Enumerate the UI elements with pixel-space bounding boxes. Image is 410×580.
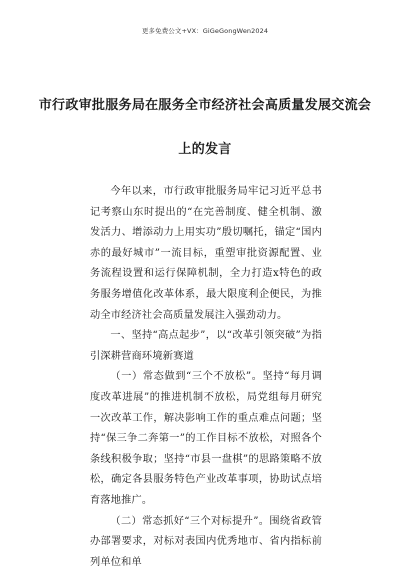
header-note: 更多免费公文+VX：GiGeGongWen2024 xyxy=(141,27,269,35)
document-title-line-2: 上的发言 xyxy=(178,142,232,157)
document-title-line-1: 市行政审批服务局在服务全市经济社会高质量发展交流会 xyxy=(38,98,372,113)
paragraph-intro: 今年以来，市行政审批服务局牢记习近平总书记考察山东时提出的“在完善制度、健全机制、激发活力、增添动力上用实功”殷切嘱托，锚定“国内赤的最好城市”一流目标，重塑审批资源配置、业务流程设置和运行保障机制，全力打造x特色的政务服务增值化改革体系，最大限度利企便民，为推动全市经济社会高质量发展注入强劲动力。 xyxy=(90,186,322,321)
section-heading-1: 一、坚持“高点起步”，以“改革引领突破”为指引深耕营商环境新赛道 xyxy=(90,330,322,362)
paragraph-subsection-1: （一）常态做到“三个不放松”。坚持“每月调度改革进展”的推进机制不放松，局党组每月研究一次改革工作，解决影响工作的重点难点问题；坚持“保三争二奔第一”的工作目标不放松，对照各个条线积极争取；坚持“市县一盘棋”的思路策略不放松，确定各县服务特色产业改革事项，协助试点培育落地推广。 xyxy=(90,371,322,506)
paragraph-subsection-2: （二）常态抓好“三个对标提升”。围绕省政管办部署要求，对标对表国内优秀地市、省内指标前列单位和单 xyxy=(90,515,322,568)
document-body xyxy=(90,182,322,573)
